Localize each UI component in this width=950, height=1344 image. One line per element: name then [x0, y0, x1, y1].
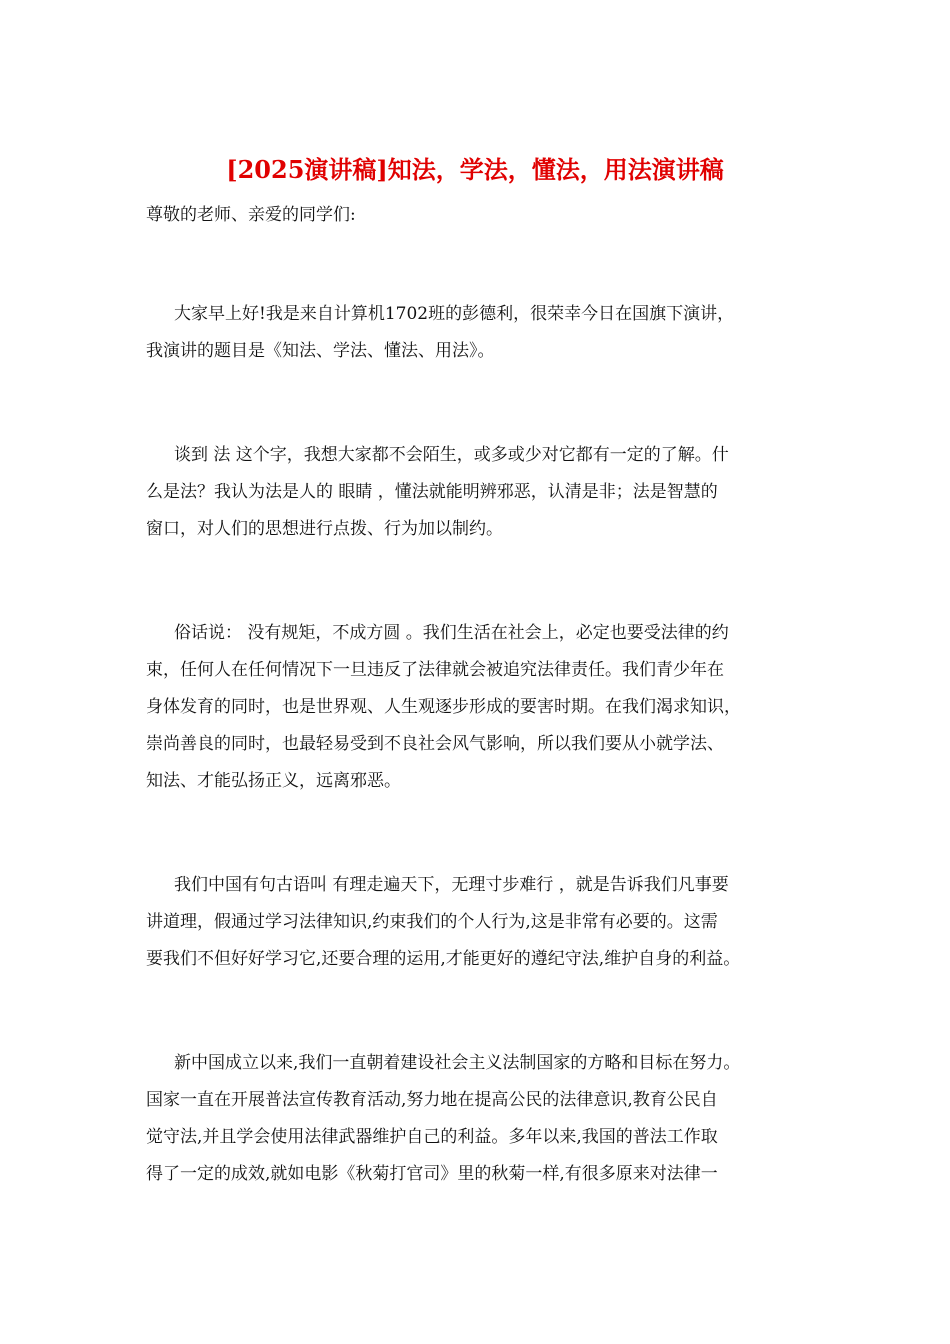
paragraph-3: [146, 615, 826, 800]
paragraph-line: 窗口，对人们的思想进行点拨、行为加以制约。: [146, 519, 503, 539]
paragraph-line: 我演讲的题目是《知法、学法、懂法、用法》。: [146, 341, 495, 361]
paragraph-line: 国家一直在开展普法宣传教育活动,努力地在提高公民的法律意识,教育公民自: [146, 1090, 718, 1110]
paragraph-line: 我们中国有句古语叫 有理走遍天下，无理寸步难行 ，就是告诉我们凡事要: [174, 875, 729, 895]
paragraph-line: 谈到 法 这个字，我想大家都不会陌生，或多或少对它都有一定的了解。什: [174, 445, 729, 465]
paragraph-1: [146, 296, 826, 370]
paragraph-line: 觉守法,并且学会使用法律武器维护自己的利益。多年以来,我国的普法工作取: [146, 1127, 718, 1147]
paragraph-line: 得了一定的成效,就如电影《秋菊打官司》里的秋菊一样,有很多原来对法律一: [146, 1164, 718, 1184]
paragraph-line: 崇尚善良的同时，也最轻易受到不良社会风气影响，所以我们要从小就学法、: [146, 734, 724, 754]
paragraph-line: 知法、才能弘扬正义，远离邪恶。: [146, 771, 401, 791]
paragraph-line: 身体发育的同时，也是世界观、人生观逐步形成的要害时期。在我们渴求知识，: [146, 697, 741, 717]
paragraph-line: 讲道理，假通过学习法律知识,约束我们的个人行为,这是非常有必要的。这需: [146, 912, 718, 932]
paragraph-line: 俗话说： 没有规矩，不成方圆 。我们生活在社会上，必定也要受法律的约: [174, 623, 729, 643]
paragraph-5: [146, 1045, 826, 1193]
document-title: [2025演讲稿]知法，学法，懂法，用法演讲稿: [226, 155, 724, 184]
paragraph-line: 要我们不但好好学习它,还要合理的运用,才能更好的遵纪守法,维护自身的利益。: [146, 949, 741, 969]
paragraph-line: 束，任何人在任何情况下一旦违反了法律就会被追究法律责任。我们青少年在: [146, 660, 724, 680]
paragraph-line: 大家早上好!我是来自计算机1702班的彭德利，很荣幸今日在国旗下演讲，: [174, 304, 735, 324]
paragraph-line: 新中国成立以来,我们一直朝着建设社会主义法制国家的方略和目标在努力。: [174, 1053, 741, 1073]
paragraph-4: [146, 867, 826, 978]
paragraph-line: 么是法？我认为法是人的 眼睛 ，懂法就能明辨邪恶，认清是非；法是智慧的: [146, 482, 718, 502]
salutation: 尊敬的老师、亲爱的同学们:: [146, 205, 356, 225]
paragraph-2: [146, 437, 826, 548]
